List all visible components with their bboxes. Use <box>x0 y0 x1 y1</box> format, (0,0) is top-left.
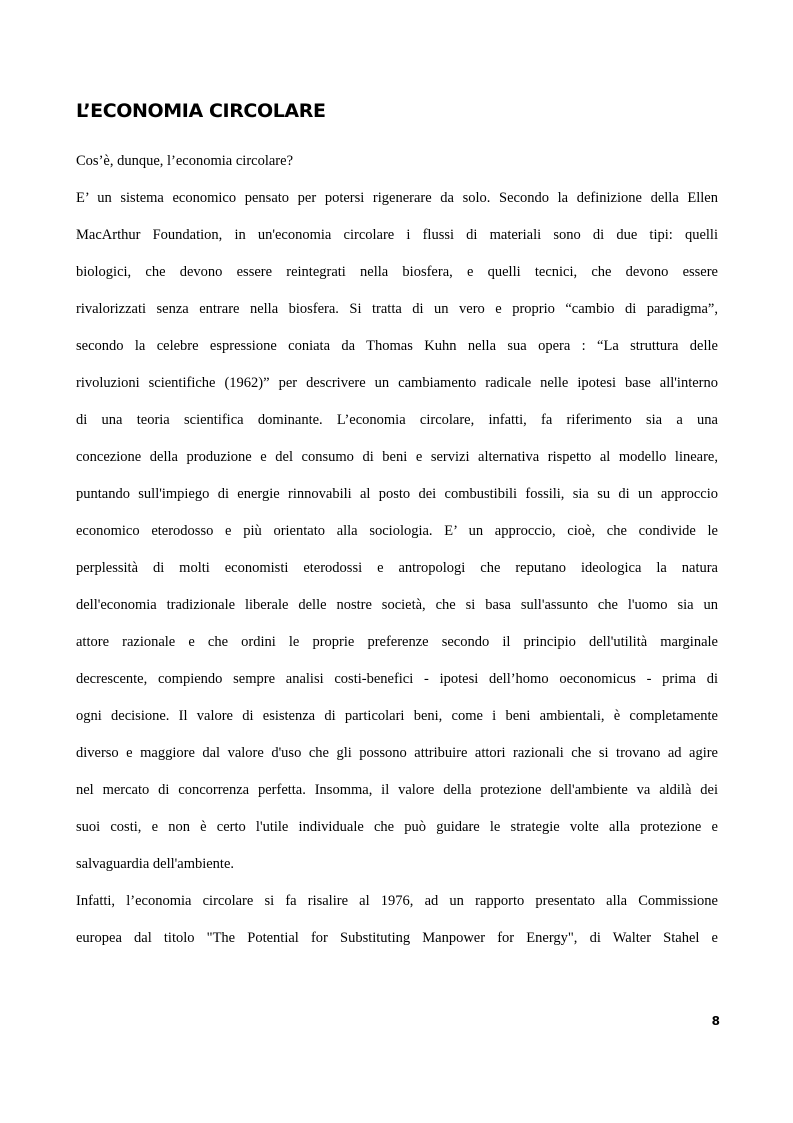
paragraph-1-line: dell'economia tradizionale liberale delle nostre società, che si basa sull'assunto che l'uomo sia un <box>76 597 718 613</box>
paragraph-1-line: diverso e maggiore dal valore d'uso che gli possono attribuire attori razionali che si trovano ad agire <box>76 745 718 761</box>
paragraph-1-line: rivalorizzati senza entrare nella biosfera. Si tratta di un vero e proprio “cambio di paradigma”, <box>76 301 718 317</box>
paragraph-1-line: biologici, che devono essere reintegrati nella biosfera, e quelli tecnici, che devono essere <box>76 264 718 280</box>
paragraph-1-line: di una teoria scientifica dominante. L’economia circolare, infatti, fa riferimento sia a una <box>76 412 718 428</box>
paragraph-1-line: decrescente, compiendo sempre analisi costi-benefici - ipotesi dell’homo oeconomicus - prima di <box>76 671 718 687</box>
page-number: 8 <box>711 1014 720 1028</box>
paragraph-1-line: attore razionale e che ordini le proprie preferenze secondo il principio dell'utilità marginale <box>76 634 718 650</box>
body-text <box>76 187 718 964</box>
paragraph-1-line: perplessità di molti economisti eterodossi e antropologi che reputano ideologica la natura <box>76 560 718 576</box>
paragraph-1-line: E’ un sistema economico pensato per potersi rigenerare da solo. Secondo la definizione della Ellen <box>76 190 718 206</box>
paragraph-1-line: ogni decisione. Il valore di esistenza di particolari beni, come i beni ambientali, è completamente <box>76 708 718 724</box>
intro-question: Cos’è, dunque, l’economia circolare? <box>76 153 294 169</box>
paragraph-1-last-line: salvaguardia dell'ambiente. <box>76 856 235 872</box>
paragraph-1-line: puntando sull'impiego di energie rinnovabili al posto dei combustibili fossili, sia su di un approccio <box>76 486 718 502</box>
paragraph-1-line: concezione della produzione e del consumo di beni e servizi alternativa rispetto al modello lineare, <box>76 449 718 465</box>
paragraph-1-line: MacArthur Foundation, in un'economia circolare i flussi di materiali sono di due tipi: quelli <box>76 227 718 243</box>
page-title: L’ECONOMIA CIRCOLARE <box>76 100 326 122</box>
paragraph-2-line: europea dal titolo "The Potential for Substituting Manpower for Energy", di Walter Stahel e <box>76 930 718 946</box>
paragraph-2-line: Infatti, l’economia circolare si fa risalire al 1976, ad un rapporto presentato alla Commissione <box>76 893 718 909</box>
paragraph-1-line: economico eterodosso e più orientato alla sociologia. E’ un approccio, cioè, che condivide le <box>76 523 718 539</box>
paragraph-1-line: nel mercato di concorrenza perfetta. Insomma, il valore della protezione dell'ambiente va aldilà dei <box>76 782 718 798</box>
paragraph-1-line: rivoluzioni scientifiche (1962)” per descrivere un cambiamento radicale nelle ipotesi base all'interno <box>76 375 718 391</box>
paragraph-1-line: secondo la celebre espressione coniata da Thomas Kuhn nella sua opera : “La struttura delle <box>76 338 718 354</box>
paragraph-1-line: suoi costi, e non è certo l'utile individuale che può guidare le strategie volte alla protezione e <box>76 819 718 835</box>
